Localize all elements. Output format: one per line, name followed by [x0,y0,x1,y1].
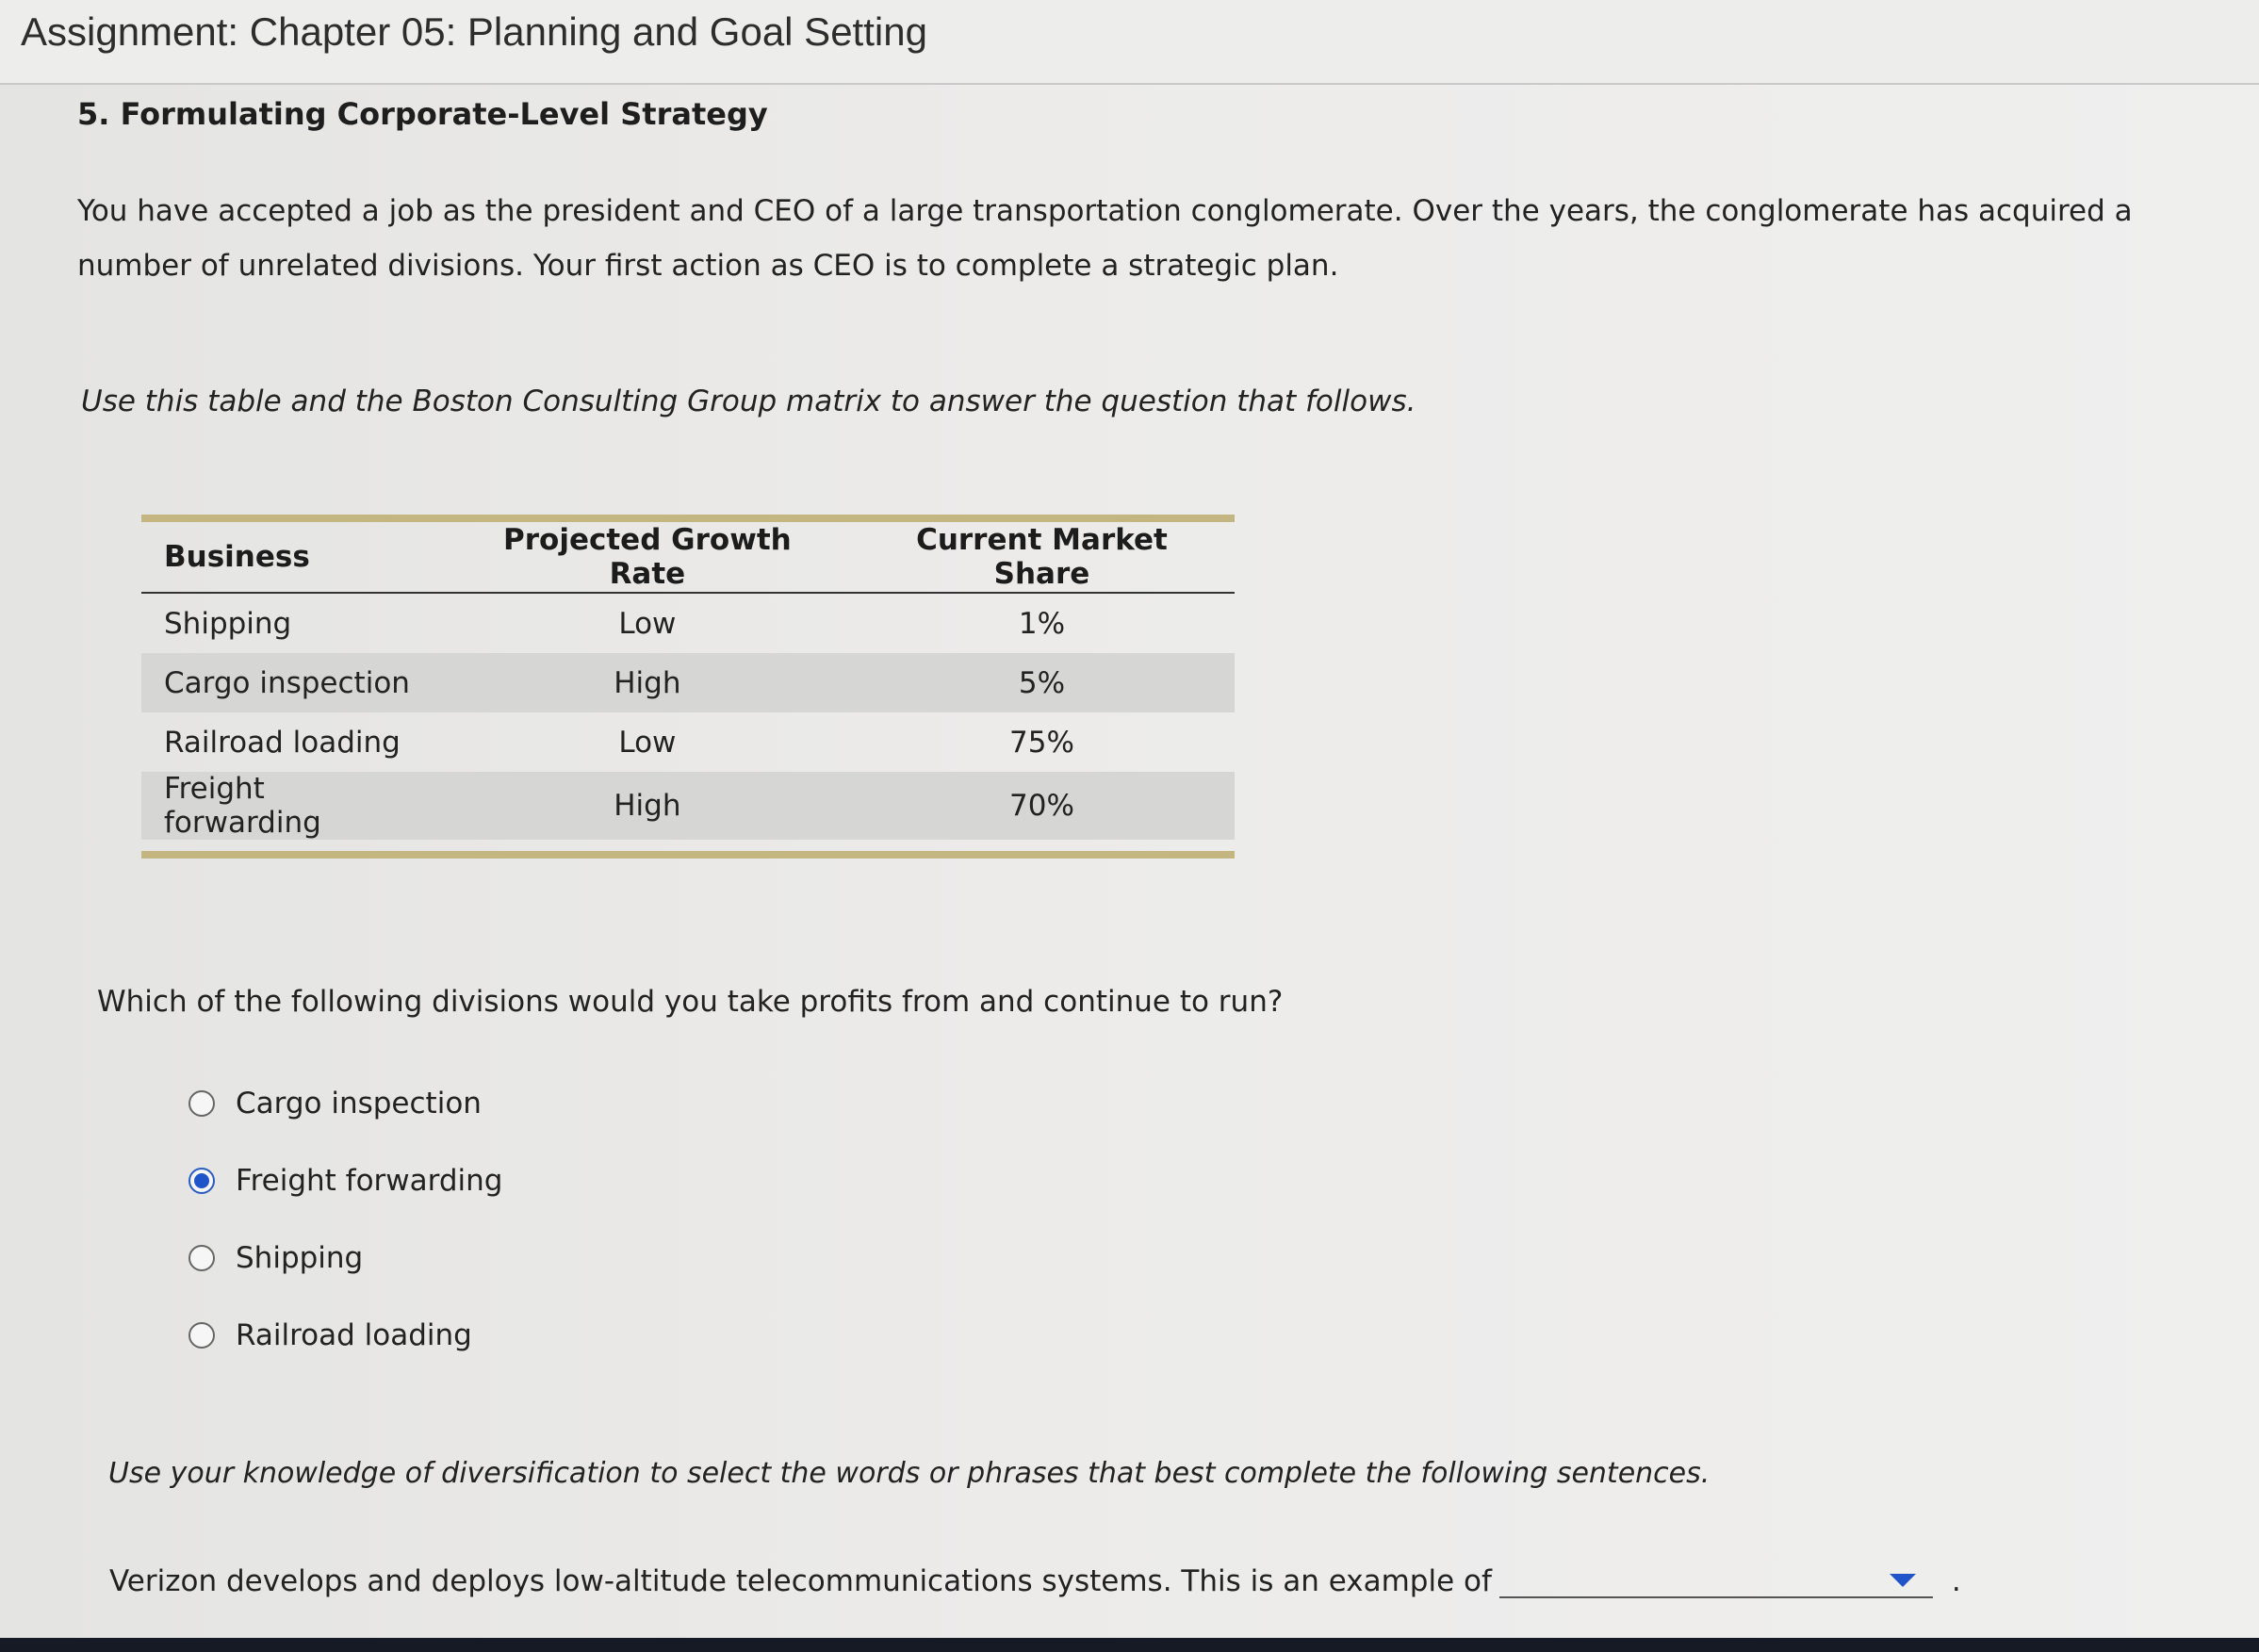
option-cargo-inspection[interactable] [188,1065,502,1142]
diversification-instruction: Use your knowledge of diversification to select the words or phrases that best complete the following sentences. [108,1457,1711,1490]
table-instruction: Use this table and the Boston Consulting Group matrix to answer the question that follows. [81,384,1416,418]
cell-business: Freight forwarding [141,772,446,840]
header-business: Business [141,522,446,593]
fill-in-sentence [109,1559,1961,1598]
option-shipping[interactable] [188,1219,502,1297]
sentence-period: . [1951,1564,1961,1598]
radio-button[interactable] [188,1090,215,1117]
option-railroad-loading[interactable] [188,1297,502,1374]
table-row [141,712,1235,772]
table-bottom-rule [141,851,1235,859]
screen-bezel-bottom [0,1638,2259,1652]
answer-dropdown[interactable] [1499,1559,1933,1598]
table-top-rule [141,515,1235,522]
cell-business: Shipping [164,606,292,641]
radio-button[interactable] [188,1322,215,1349]
option-label: Railroad loading [236,1318,472,1352]
cell-growth-rate: High [446,653,849,712]
radio-button[interactable] [188,1245,215,1271]
cell-market-share: 75% [1009,725,1074,760]
option-label: Cargo inspection [236,1087,482,1120]
option-label: Freight forwarding [236,1164,503,1198]
cell-growth-rate: Low [618,606,677,641]
table-header-row [141,522,1235,593]
table-row [141,772,1235,840]
radio-button-selected[interactable] [188,1168,215,1194]
sentence-text: Verizon develops and deploys low-altitude telecommunications systems. This is an example of [109,1564,1492,1598]
cell-business: Cargo inspection [141,653,446,712]
chevron-down-icon[interactable] [1890,1574,1916,1587]
bcg-table-container [141,515,1235,859]
cell-growth-rate: Low [618,725,677,760]
question-text: Which of the following divisions would you take profits from and continue to run? [97,985,1284,1019]
title-bar [0,0,2259,85]
answer-options [188,1065,502,1374]
cell-growth-rate: High [446,772,849,840]
table-row [141,593,1235,653]
cell-market-share: 5% [849,653,1235,712]
question-heading: 5. Formulating Corporate-Level Strategy [77,96,768,132]
header-market-share: Current Market Share [849,522,1235,593]
cell-market-share: 70% [849,772,1235,840]
cell-market-share: 1% [1018,606,1066,641]
header-growth-rate: Projected Growth Rate [446,522,849,593]
option-label: Shipping [236,1241,364,1275]
intro-text: You have accepted a job as the president and CEO of a large transportation conglomerate. Over the years, the conglomerate has acquired a number of unrelated divisions. Your first action as CEO is to complete a strategic plan. [77,194,2133,283]
bcg-table [141,522,1235,840]
cell-business: Railroad loading [164,725,401,760]
assignment-title: Assignment: Chapter 05: Planning and Goal Setting [21,9,927,54]
option-freight-forwarding[interactable] [188,1142,502,1219]
table-row [141,653,1235,712]
